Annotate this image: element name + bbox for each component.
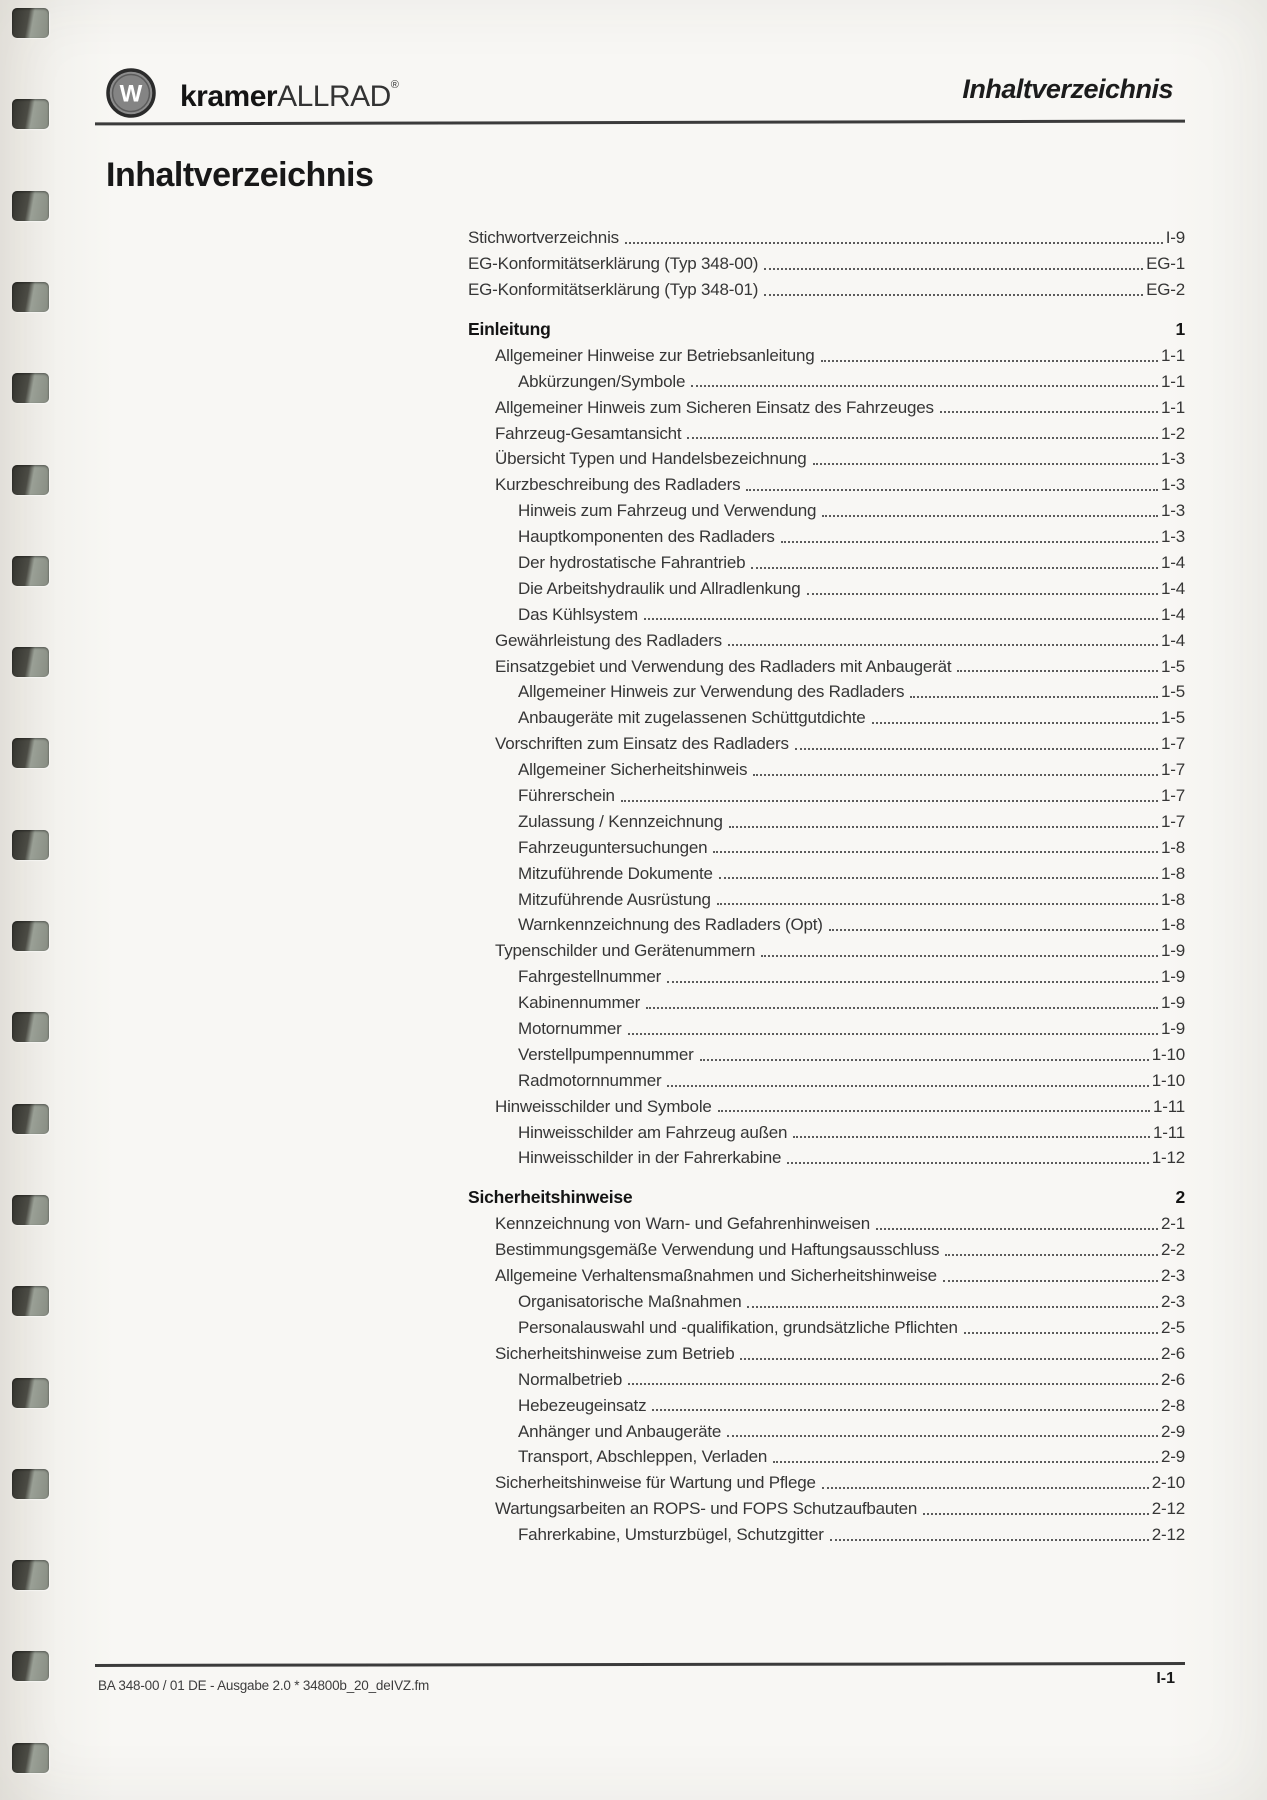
toc-dot-leader — [821, 360, 1159, 362]
toc-page-number: 1-1 — [1161, 371, 1185, 391]
toc-section-title: Sicherheitshinweise — [468, 1187, 633, 1208]
toc-entry-label: Stichwortverzeichnis — [468, 228, 619, 248]
toc-entry — [468, 599, 1185, 625]
toc-dot-leader — [829, 929, 1158, 931]
page-title: Inhaltverzeichnis — [106, 156, 374, 194]
toc-entry — [468, 1065, 1185, 1091]
toc-page-number: 2-12 — [1151, 1499, 1185, 1519]
brand-name — [180, 80, 398, 114]
toc-dot-leader — [691, 385, 1158, 387]
toc-page-number: I-9 — [1165, 228, 1185, 248]
toc-dot-leader — [795, 748, 1158, 750]
toc-entry — [468, 909, 1185, 935]
toc-page-number: 1-5 — [1161, 682, 1185, 702]
toc-entry-label: Kabinennummer — [518, 993, 641, 1013]
toc-entry — [468, 1441, 1185, 1467]
binding-hole — [12, 1651, 49, 1681]
toc-page-number: 1-5 — [1161, 656, 1185, 676]
toc-entry — [468, 248, 1185, 274]
toc-dot-leader — [822, 1487, 1149, 1489]
toc-section-heading — [468, 314, 1185, 340]
toc-entry — [468, 1116, 1185, 1142]
toc-entry — [468, 1338, 1185, 1364]
toc-entry — [468, 1091, 1185, 1117]
toc-dot-leader — [652, 1409, 1158, 1411]
toc-dot-leader — [621, 800, 1158, 802]
toc-entry-label: Gewährleistung des Radladers — [495, 630, 722, 650]
toc-page-number: 1-7 — [1161, 734, 1185, 754]
toc-dot-leader — [740, 1358, 1158, 1360]
binding-hole — [12, 647, 49, 677]
toc-dot-leader — [746, 489, 1158, 491]
toc-entry — [468, 1467, 1185, 1493]
toc-page-number: 1-11 — [1153, 1122, 1185, 1142]
toc-section-page-number: 2 — [1175, 1187, 1185, 1208]
footer-page-number: I-1 — [1156, 1670, 1175, 1687]
toc-entry — [468, 1208, 1185, 1234]
binding-hole — [12, 1743, 49, 1773]
toc-page-number: 2-5 — [1161, 1317, 1185, 1337]
toc-entry-label: Hebezeugeinsatz — [518, 1395, 647, 1415]
toc-entry — [468, 443, 1185, 469]
toc-entry — [468, 676, 1185, 702]
toc-dot-leader — [761, 955, 1158, 957]
toc-page-number: 1-3 — [1161, 501, 1185, 521]
svg-text:W: W — [119, 80, 143, 108]
toc-dot-leader — [729, 826, 1158, 828]
toc-dot-leader — [728, 644, 1158, 646]
toc-page-number: 1-9 — [1161, 993, 1185, 1013]
toc-dot-leader — [943, 1280, 1158, 1282]
toc-page-number: 1-12 — [1151, 1148, 1185, 1168]
toc-entry — [468, 857, 1185, 883]
binding-hole — [12, 556, 49, 586]
toc-entry — [468, 573, 1185, 599]
toc-entry-label: Hauptkomponenten des Radladers — [518, 527, 775, 547]
binding-hole — [12, 1378, 49, 1408]
toc-entry — [468, 274, 1185, 300]
toc-page-number: 1-4 — [1161, 578, 1185, 598]
toc-entry-label: Mitzuführende Ausrüstung — [518, 889, 711, 909]
toc-dot-leader — [923, 1513, 1149, 1515]
toc-page-number: 2-3 — [1161, 1292, 1185, 1312]
binding-hole — [12, 738, 49, 768]
toc-dot-leader — [945, 1254, 1158, 1256]
toc-entry-label: Hinweisschilder in der Fahrerkabine — [518, 1148, 782, 1168]
toc-entry-label: Allgemeiner Hinweis zur Verwendung des Radladers — [518, 682, 905, 702]
toc-page-number: 1-11 — [1153, 1096, 1185, 1116]
toc-entry — [468, 1364, 1185, 1390]
binding-hole — [12, 830, 49, 860]
toc-entry-label: Allgemeine Verhaltensmaßnahmen und Sicherheitshinweise — [495, 1266, 937, 1286]
toc-dot-leader — [807, 593, 1158, 595]
toc-dot-leader — [644, 618, 1158, 620]
toc-dot-leader — [713, 851, 1158, 853]
binding-hole — [12, 8, 49, 38]
toc-dot-leader — [628, 1383, 1158, 1385]
footer-rule — [95, 1662, 1185, 1667]
toc-dot-leader — [719, 877, 1158, 879]
toc-entry — [468, 1013, 1185, 1039]
toc-entry-label: Die Arbeitshydraulik und Allradlenkung — [518, 578, 801, 598]
toc-entry-label: EG-Konformitätserklärung (Typ 348-00) — [468, 254, 759, 274]
toc-page-number: 2-8 — [1161, 1395, 1185, 1415]
toc-entry-label: Verstellpumpennummer — [518, 1044, 694, 1064]
toc-entry-label: Hinweis zum Fahrzeug und Verwendung — [518, 501, 817, 521]
toc-page-number: 1-5 — [1161, 708, 1185, 728]
toc-page-number: 1-3 — [1161, 527, 1185, 547]
toc-dot-leader — [964, 1332, 1158, 1334]
brand-name-light: ALLRAD — [277, 80, 391, 113]
toc-dot-leader — [787, 1162, 1149, 1164]
toc-entry — [468, 391, 1185, 417]
toc-dot-leader — [751, 567, 1158, 569]
toc-dot-leader — [872, 722, 1159, 724]
toc-entry — [468, 728, 1185, 754]
toc-dot-leader — [667, 1085, 1148, 1087]
toc-section-page-number: 1 — [1175, 318, 1185, 339]
toc-entry — [468, 340, 1185, 366]
toc-page-number: 1-8 — [1161, 915, 1185, 935]
toc-entry — [468, 222, 1185, 248]
toc-page-number: 1-4 — [1161, 553, 1185, 572]
toc-section-title: Einleitung — [468, 318, 551, 339]
toc-entry — [468, 547, 1185, 573]
toc-page-number: 1-7 — [1161, 786, 1185, 806]
binding-hole — [12, 465, 49, 495]
toc-page-number: 2-1 — [1161, 1214, 1185, 1234]
toc-entry-label: Kennzeichnung von Warn- und Gefahrenhinweisen — [495, 1214, 871, 1234]
toc-entry — [468, 1415, 1185, 1441]
toc-entry-label: Fahrerkabine, Umsturzbügel, Schutzgitter — [518, 1525, 824, 1545]
toc-page-number: 1-1 — [1161, 345, 1185, 365]
toc-entry-label: Sicherheitshinweise für Wartung und Pflege — [495, 1473, 816, 1493]
toc-page-number: 1-7 — [1161, 760, 1185, 780]
toc-dot-leader — [793, 1136, 1150, 1138]
toc-dot-leader — [957, 670, 1158, 672]
toc-dot-leader — [764, 294, 1143, 296]
toc-dot-leader — [773, 1461, 1158, 1463]
toc-entry-label: Kurzbeschreibung des Radladers — [495, 475, 741, 495]
toc-entry-label: Fahrzeuguntersuchungen — [518, 837, 708, 857]
binding-hole — [12, 191, 49, 221]
toc-page-number: 2-12 — [1151, 1525, 1185, 1545]
toc-entry-label: Führerschein — [518, 786, 615, 806]
toc-entry-label: Bestimmungsgemäße Verwendung und Haftungsausschluss — [495, 1240, 940, 1260]
toc-entry-label: Allgemeiner Hinweise zur Betriebsanleitung — [495, 345, 815, 365]
toc-entry-label: EG-Konformitätserklärung (Typ 348-01) — [468, 279, 759, 299]
toc-page-number: 2-6 — [1161, 1343, 1185, 1363]
toc-page-number: 1-8 — [1161, 837, 1185, 857]
toc-entry — [468, 961, 1185, 987]
toc-dot-leader — [717, 903, 1158, 905]
toc-dot-leader — [822, 515, 1158, 517]
toc-entry-label: Sicherheitshinweise zum Betrieb — [495, 1343, 735, 1363]
toc-page-number: 1-7 — [1161, 811, 1185, 831]
binding-hole — [12, 1560, 49, 1590]
kramer-logo-icon — [106, 68, 156, 118]
toc-page-number: 1-2 — [1161, 423, 1185, 443]
binding-hole — [12, 373, 49, 403]
toc-entry — [468, 806, 1185, 832]
toc-page-number: 1-4 — [1161, 630, 1185, 650]
footer-doc-ref: BA 348-00 / 01 DE - Ausgabe 2.0 * 34800b_20_deIVZ.fm — [98, 1678, 430, 1693]
toc-entry-label: Fahrzeug-Gesamtansicht — [495, 423, 682, 443]
toc-entry — [468, 754, 1185, 780]
toc-entry — [468, 780, 1185, 806]
toc-entry — [468, 935, 1185, 961]
toc-entry-label: Hinweisschilder und Symbole — [495, 1096, 712, 1116]
toc-entry-label: Warnkennzeichnung des Radladers (Opt) — [518, 915, 823, 935]
header-section-label: Inhaltverzeichnis — [962, 74, 1173, 104]
toc-entry-label: Anbaugeräte mit zugelassenen Schüttgutdichte — [518, 708, 866, 728]
toc-page-number: 2-9 — [1161, 1421, 1185, 1441]
toc-entry — [468, 987, 1185, 1013]
toc-entry — [468, 1493, 1185, 1519]
toc-page-number: 1-8 — [1161, 863, 1185, 883]
toc-entry-label: Allgemeiner Sicherheitshinweis — [518, 760, 748, 780]
toc-page-number: 1-1 — [1161, 397, 1185, 417]
toc-entry-label: Hinweisschilder am Fahrzeug außen — [518, 1122, 788, 1142]
toc-page-number: 1-9 — [1161, 967, 1185, 987]
toc-entry-label: Radmotornnummer — [518, 1070, 662, 1090]
toc-dot-leader — [700, 1059, 1149, 1061]
toc-entry — [468, 702, 1185, 728]
table-of-contents — [468, 222, 1185, 1545]
binding-hole — [12, 1469, 49, 1499]
toc-dot-leader — [687, 437, 1158, 439]
binding-hole — [12, 921, 49, 951]
toc-dot-leader — [718, 1110, 1150, 1112]
toc-entry — [468, 1389, 1185, 1415]
toc-entry-label: Motornummer — [518, 1019, 622, 1039]
toc-entry-label: Einsatzgebiet und Verwendung des Radladers mit Anbaugerät — [495, 656, 952, 676]
toc-entry — [468, 883, 1185, 909]
toc-section-heading — [468, 1182, 1185, 1208]
toc-dot-leader — [625, 242, 1163, 244]
toc-entry — [468, 1519, 1185, 1545]
toc-entry — [468, 1039, 1185, 1065]
toc-dot-leader — [628, 1033, 1158, 1035]
toc-page-number: 2-3 — [1161, 1266, 1185, 1286]
toc-page-number: 1-10 — [1151, 1070, 1185, 1090]
toc-entry-label: Typenschilder und Gerätenummern — [495, 941, 756, 961]
toc-entry-label: Wartungsarbeiten an ROPS- und FOPS Schutzaufbauten — [495, 1499, 918, 1519]
binding-hole — [12, 282, 49, 312]
toc-page-number: 2-10 — [1151, 1473, 1185, 1493]
toc-entry-label: Mitzuführende Dokumente — [518, 863, 713, 883]
toc-dot-leader — [910, 696, 1158, 698]
toc-dot-leader — [830, 1539, 1149, 1541]
toc-dot-leader — [646, 1007, 1158, 1009]
toc-dot-leader — [813, 463, 1158, 465]
toc-page-number: 2-9 — [1161, 1447, 1185, 1467]
binding-hole — [12, 1286, 49, 1316]
toc-entry-label: Transport, Abschleppen, Verladen — [518, 1447, 768, 1467]
toc-page-number: 1-10 — [1151, 1044, 1185, 1064]
toc-entry-label: Organisatorische Maßnahmen — [518, 1292, 742, 1312]
toc-dot-leader — [781, 541, 1158, 543]
toc-entry — [468, 417, 1185, 443]
toc-page-number: 1-9 — [1161, 941, 1185, 961]
brand-name-bold: kramer — [180, 80, 278, 113]
toc-page-number: 1-3 — [1161, 449, 1185, 469]
toc-dot-leader — [764, 268, 1143, 270]
toc-entry — [468, 469, 1185, 495]
toc-entry-label: Vorschriften zum Einsatz des Radladers — [495, 734, 789, 754]
toc-dot-leader — [940, 411, 1158, 413]
registered-mark-icon: ® — [390, 79, 399, 91]
toc-entry — [468, 650, 1185, 676]
binding-hole — [12, 1012, 49, 1042]
toc-entry — [468, 366, 1185, 392]
toc-entry-label: Normalbetrieb — [518, 1369, 623, 1389]
toc-entry-label: Zulassung / Kennzeichnung — [518, 811, 723, 831]
toc-page-number: 1-8 — [1161, 889, 1185, 909]
toc-entry — [468, 1312, 1185, 1338]
toc-page-number: 1-9 — [1161, 1019, 1185, 1039]
toc-entry-label: Allgemeiner Hinweis zum Sicheren Einsatz des Fahrzeuges — [495, 397, 934, 417]
toc-entry — [468, 1142, 1185, 1168]
toc-page-number: EG-2 — [1146, 279, 1185, 299]
toc-entry-label: Abkürzungen/Symbole — [518, 371, 686, 391]
toc-entry-label: Übersicht Typen und Handelsbezeichnung — [495, 449, 807, 469]
toc-entry — [468, 521, 1185, 547]
toc-page-number: 2-2 — [1161, 1240, 1185, 1260]
binding-hole — [12, 1195, 49, 1225]
toc-entry — [468, 1234, 1185, 1260]
toc-dot-leader — [727, 1435, 1158, 1437]
toc-dot-leader — [876, 1228, 1158, 1230]
toc-entry — [468, 1260, 1185, 1286]
toc-entry-label: Das Kühlsystem — [518, 604, 639, 624]
toc-page-number: EG-1 — [1146, 254, 1185, 274]
toc-dot-leader — [667, 981, 1158, 983]
toc-entry — [468, 832, 1185, 858]
toc-page-number: 1-3 — [1161, 475, 1185, 495]
toc-entry — [468, 1286, 1185, 1312]
binding-hole — [12, 1104, 49, 1134]
header-rule — [95, 120, 1185, 126]
toc-dot-leader — [753, 774, 1158, 776]
toc-entry-label: Anhänger und Anbaugeräte — [518, 1421, 722, 1441]
toc-entry — [468, 624, 1185, 650]
toc-entry-label: Fahrgestellnummer — [518, 967, 662, 987]
toc-page-number: 2-6 — [1161, 1369, 1185, 1389]
binding-hole — [12, 99, 49, 129]
toc-entry-label: Personalauswahl und -qualifikation, grundsätzliche Pflichten — [518, 1317, 958, 1337]
toc-page-number: 1-4 — [1161, 604, 1185, 624]
toc-entry — [468, 495, 1185, 521]
toc-dot-leader — [747, 1306, 1158, 1308]
toc-entry-label: Der hydrostatische Fahrantrieb — [518, 553, 746, 572]
